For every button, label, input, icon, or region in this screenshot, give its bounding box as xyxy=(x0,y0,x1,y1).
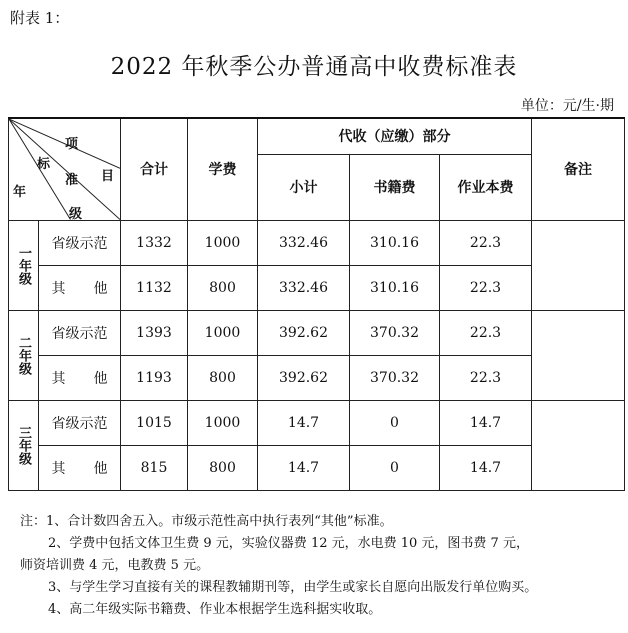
total-cell: 815 xyxy=(121,445,188,490)
note-line: 2、学费中包括文体卫生费 9 元，实验仪器费 12 元，水电费 10 元，图书费 7 元， xyxy=(48,536,529,551)
diag-ji-label: 级 xyxy=(69,207,83,222)
workbooks-cell: 22.3 xyxy=(440,220,532,265)
subtotal-cell: 392.62 xyxy=(258,310,350,355)
tuition-cell: 1000 xyxy=(188,400,258,445)
subtotal-cell: 392.62 xyxy=(258,355,350,400)
tuition-cell: 800 xyxy=(188,265,258,310)
header-workbooks: 作业本费 xyxy=(440,154,532,220)
note-line: 3、与学生学习直接有关的课程教辅期刊等，由学生或家长自愿向出版发行单位购买。 xyxy=(48,580,538,595)
workbooks-cell: 22.3 xyxy=(440,310,532,355)
fee-table xyxy=(8,117,625,491)
workbooks-cell: 22.3 xyxy=(440,265,532,310)
school-type-cell: 省级示范 xyxy=(39,310,121,355)
tuition-cell: 1000 xyxy=(188,220,258,265)
workbooks-cell: 14.7 xyxy=(440,400,532,445)
diag-mu-label: 目 xyxy=(101,169,115,184)
school-type-cell: 其 他 xyxy=(39,265,121,310)
subtotal-cell: 332.46 xyxy=(258,265,350,310)
subtotal-cell: 14.7 xyxy=(258,445,350,490)
diag-standard-label: 标 xyxy=(37,157,51,172)
header-subtotal: 小计 xyxy=(258,154,350,220)
appendix-label: 附表 1： xyxy=(10,9,70,27)
grade-label: 三年级 xyxy=(9,400,39,490)
books-cell: 310.16 xyxy=(350,220,440,265)
header-books: 书籍费 xyxy=(350,154,440,220)
subtotal-cell: 14.7 xyxy=(258,400,350,445)
workbooks-cell: 14.7 xyxy=(440,445,532,490)
unit-label: 单位：元/生·期 xyxy=(520,98,614,114)
grade-label: 一年级 xyxy=(9,220,39,310)
books-cell: 370.32 xyxy=(350,310,440,355)
school-type-cell: 其 他 xyxy=(39,445,121,490)
total-cell: 1132 xyxy=(121,265,188,310)
school-type-cell: 其 他 xyxy=(39,355,121,400)
total-cell: 1015 xyxy=(121,400,188,445)
books-cell: 310.16 xyxy=(350,265,440,310)
remarks-cell xyxy=(532,220,625,310)
table-row xyxy=(9,400,625,445)
note-line: 注：1、合计数四舍五入。市级示范性高中执行表列“其他”标准。 xyxy=(20,514,393,529)
header-collected-group: 代收（应缴）部分 xyxy=(258,118,532,154)
header-tuition: 学费 xyxy=(188,118,258,220)
diag-item-label: 项 xyxy=(65,137,79,152)
tuition-cell: 800 xyxy=(188,355,258,400)
remarks-cell xyxy=(532,400,625,490)
books-cell: 370.32 xyxy=(350,355,440,400)
note-line: 师资培训费 4 元，电教费 5 元。 xyxy=(20,558,210,573)
total-cell: 1193 xyxy=(121,355,188,400)
header-total: 合计 xyxy=(121,118,188,220)
table-row xyxy=(9,310,625,355)
page-title: 2022 年秋季公办普通高中收费标准表 xyxy=(110,54,518,80)
diagonal-header-cell xyxy=(9,118,121,220)
diag-nian-label: 年 xyxy=(13,185,27,200)
books-cell: 0 xyxy=(350,400,440,445)
total-cell: 1332 xyxy=(121,220,188,265)
note-line: 4、高二年级实际书籍费、作业本根据学生选科据实收取。 xyxy=(48,602,382,617)
table-row xyxy=(9,220,625,265)
header-remarks: 备注 xyxy=(532,118,625,220)
remarks-cell xyxy=(532,310,625,400)
notes-section xyxy=(20,511,620,621)
tuition-cell: 1000 xyxy=(188,310,258,355)
total-cell: 1393 xyxy=(121,310,188,355)
workbooks-cell: 22.3 xyxy=(440,355,532,400)
school-type-cell: 省级示范 xyxy=(39,220,121,265)
diag-zhun-label: 准 xyxy=(65,173,79,188)
subtotal-cell: 332.46 xyxy=(258,220,350,265)
books-cell: 0 xyxy=(350,445,440,490)
grade-label: 二年级 xyxy=(9,310,39,400)
tuition-cell: 800 xyxy=(188,445,258,490)
school-type-cell: 省级示范 xyxy=(39,400,121,445)
